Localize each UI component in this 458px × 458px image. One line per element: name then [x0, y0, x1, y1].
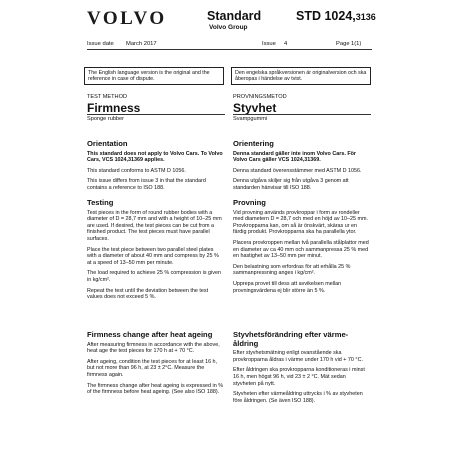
page-label: Page [336, 41, 350, 47]
testing-p3-sv: Den belastning som erfordras för att erhålla 25 % sammanpressning anges i kg/cm². [233, 263, 351, 277]
standard-number-suffix: 3136 [355, 12, 376, 22]
organization: Volvo Group [209, 24, 248, 31]
issue-date: March 2017 [126, 41, 157, 47]
change-p1-sv: Efter styvhetsmätning enligt ovanstående ska provkropparna åldras i värme under 170 h vid + 70 °C. [233, 350, 363, 363]
test-method-label-sv: PROVNINGSMETOD [233, 94, 287, 100]
testing-p1-sv: Vid provning används provkroppar i form av rondeller med diametern D = 28,7 och med en höjd av 10–25 mm. Provkropparna kan, om så är önskvärt, skäras ur en färdig produkt. Provkropparna ska ha parallella ytor. [233, 209, 368, 236]
change-heading-en: Firmness change after heat ageing [87, 330, 213, 339]
orientation-p1-en: This standard does not apply to Volvo Cars. To Volvo Cars, VCS 1024,31369 applies. [87, 150, 223, 164]
orientation-heading-en: Orientation [87, 139, 128, 148]
orientation-p2-en: This standard conforms to ASTM D 1056. [87, 167, 186, 174]
title-rule-en [87, 114, 225, 115]
subtitle-sv: Svampgummi [233, 116, 268, 122]
testing-p3-en: The load required to achieve 25 % compression is given in kg/cm². [87, 270, 221, 283]
page-title-sv: Styvhet [233, 101, 277, 115]
orientation-p2-sv: Denna standard överensstämmer med ASTM D 1056. [233, 167, 362, 174]
language-note-en: The English language version is the original and the reference in case of dispute. [84, 67, 224, 85]
orientation-heading-sv: Orientering [233, 139, 274, 148]
orientation-p3-en: This issue differs from issue 3 in that the standard contains a reference to ISO 188. [87, 178, 206, 191]
testing-p4-sv: Upprepa provet till dess att avvikelsen mellan provningsvärdena ej blir större än 5 %. [233, 280, 342, 294]
change-p1-en: After measuring firmness in accordance with the above, heat age the test pieces for 170 h at + 70 °C. [87, 341, 220, 355]
testing-p1-en: Test pieces in the form of round rubber bodies with a diameter of D = 28,7 mm and with a height of 10–25 mm are used. If desired, the test pieces can be cut from a finished product. The test pieces must have parallel surfaces. [87, 209, 222, 242]
change-section-sv [233, 331, 370, 408]
change-p2-en: After ageing, condition the test pieces for at least 16 h, but not more than 96 h, at 23 ± 2°C. Measure the firmness again. [87, 358, 218, 378]
language-note-sv: Den engelska språkversionen är originalversion och ska åberopas i händelse av tvist. [231, 67, 371, 85]
page-title-en: Firmness [87, 101, 141, 115]
title-rule-sv [233, 114, 371, 115]
orientation-section-sv [233, 140, 370, 196]
issue-date-label: Issue date [87, 41, 114, 47]
header-rule [87, 49, 372, 50]
change-p3-sv: Styvheten efter värmeåldring uttrycks i % av styvheten före åldringen. (Se även ISO 188). [233, 391, 363, 404]
standard-number-main: STD 1024, [296, 9, 356, 23]
issue-label: Issue [262, 41, 276, 47]
orientation-section-en [87, 140, 224, 196]
volvo-logo: VOLVO [87, 8, 167, 29]
testing-heading-sv: Provning [233, 198, 266, 207]
testing-section-en [87, 199, 224, 305]
page-number: 1(1) [351, 41, 362, 47]
change-section-en [87, 331, 224, 400]
testing-p4-en: Repeat the test until the deviation between the test values does not exceed 5 %. [87, 287, 209, 301]
orientation-p3-sv: Denna utgåva skiljer sig från utgåva 3 genom att standarden hänvisar till ISO 188. [233, 178, 349, 191]
testing-section-sv [233, 199, 370, 298]
issue-number: 4 [284, 41, 288, 47]
change-p3-en: The firmness change after heat ageing is expressed in % of the firmness before heat ageing. (See also ISO 188). [87, 382, 224, 396]
testing-p2-en: Place the test piece between two parallel steel plates with a diameter of about 40 mm and compress by 25 % at a speed of 13–50 mm per minute. [87, 246, 219, 266]
document-type: Standard [207, 9, 262, 23]
change-p2-sv: Efter åldringen ska provkropparna konditioneras i minst 16 h, men högst 96 h, vid 23 ± 2 °C. Mät sedan styvheten på nytt. [233, 367, 365, 387]
testing-heading-en: Testing [87, 198, 114, 207]
standard-number [296, 9, 376, 23]
change-heading-sv: Styvhetsförändring efter värme-åldring [233, 330, 349, 348]
testing-p2-sv: Placera provkroppen mellan två parallella stålplattor med en diameter av ca 40 mm och sammanpressa 25 % med en hastighet av 13–50 mm per minut. [233, 239, 369, 260]
test-method-label: TEST METHOD [87, 94, 127, 100]
subtitle-en: Sponge rubber [87, 116, 125, 122]
orientation-p1-sv: Denna standard gäller inte inom Volvo Cars. För Volvo Cars gäller VCS 1024,31369. [233, 150, 357, 164]
